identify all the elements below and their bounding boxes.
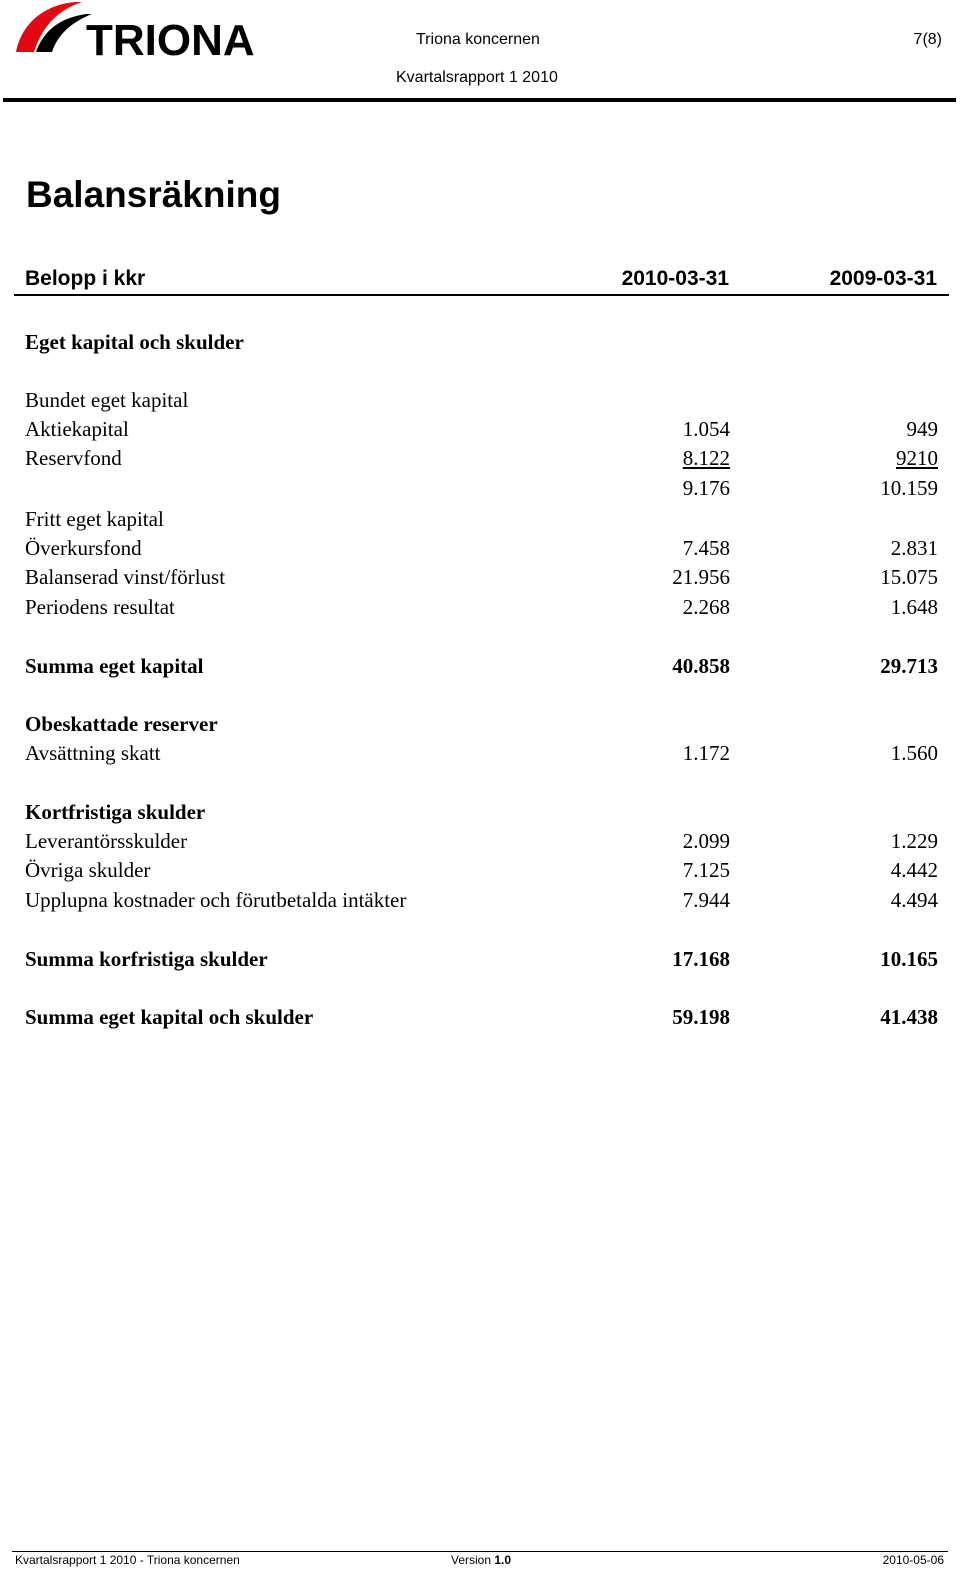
- subsection-heading: [25, 386, 938, 414]
- subsection-heading: [25, 505, 938, 533]
- row-label: Summa eget kapital och skulder: [25, 1005, 314, 1029]
- table-row: [25, 593, 938, 621]
- header-col-2010: 2010-03-31: [621, 267, 729, 290]
- header-report: Kvartalsrapport 1 2010: [396, 69, 558, 86]
- svg-text:TRIONA: TRIONA: [86, 16, 255, 62]
- section-heading: [25, 328, 938, 356]
- value-2009: 1.648: [890, 595, 938, 619]
- subtotal-row: [25, 474, 938, 502]
- table-row: [25, 856, 938, 884]
- value-2010: 9.176: [682, 476, 730, 500]
- value-2009: 2.831: [890, 536, 938, 560]
- value-2010: 1.054: [682, 417, 730, 441]
- triona-logo: [14, 0, 314, 62]
- page-header: [0, 0, 960, 104]
- value-2010: 7.944: [682, 888, 730, 912]
- footer-divider: [12, 1551, 948, 1552]
- row-label: Summa korfristiga skulder: [25, 947, 268, 971]
- table-row: [25, 444, 938, 472]
- value-2009: 949: [906, 417, 938, 441]
- value-2009: 1.229: [890, 829, 938, 853]
- value-2009: 4.494: [890, 888, 938, 912]
- value-2009: 10.159: [880, 476, 938, 500]
- row-label: Kortfristiga skulder: [25, 800, 206, 824]
- value-2010: 40.858: [672, 654, 730, 678]
- value-2009: 10.165: [880, 947, 938, 971]
- value-2009: 9210: [896, 446, 938, 470]
- table-row: [25, 534, 938, 562]
- row-label: Periodens resultat: [25, 595, 175, 619]
- row-label: Överkursfond: [25, 536, 142, 560]
- section-heading: [25, 710, 938, 738]
- version-label: Version: [451, 1553, 495, 1567]
- value-2010: 8.122: [682, 446, 730, 470]
- row-label: Fritt eget kapital: [25, 507, 164, 531]
- footer-report: Kvartalsrapport 1 2010 - Triona koncernen: [15, 1553, 240, 1567]
- row-label: Upplupna kostnader och förutbetalda intäkter: [25, 888, 407, 912]
- row-label: Obeskattade reserver: [25, 712, 218, 736]
- table-row: [25, 886, 938, 914]
- version-number: 1.0: [494, 1553, 512, 1567]
- row-label: Aktiekapital: [25, 417, 129, 441]
- value-2010: 59.198: [672, 1005, 730, 1029]
- header-col-2009: 2009-03-31: [829, 267, 937, 290]
- header-label: Belopp i kkr: [25, 267, 146, 290]
- table-row: [25, 563, 938, 591]
- table-row: [25, 415, 938, 443]
- row-label: Övriga skulder: [25, 858, 151, 882]
- table-header: [14, 264, 949, 296]
- footer-date: 2010-05-06: [882, 1553, 944, 1567]
- page-number: 7(8): [913, 31, 942, 48]
- total-row: [25, 652, 938, 680]
- value-2010: 2.268: [682, 595, 730, 619]
- row-label: Summa eget kapital: [25, 654, 204, 678]
- row-label: Bundet eget kapital: [25, 388, 189, 412]
- value-2010: 17.168: [672, 947, 730, 971]
- value-2010: 1.172: [682, 741, 730, 765]
- row-label: Avsättning skatt: [25, 741, 161, 765]
- row-label: Balanserad vinst/förlust: [25, 565, 226, 589]
- table-row: [25, 739, 938, 767]
- value-2009: 29.713: [880, 654, 938, 678]
- value-2010: 2.099: [682, 829, 730, 853]
- section-heading: [25, 798, 938, 826]
- value-2009: 41.438: [880, 1005, 938, 1029]
- table-row: [25, 827, 938, 855]
- row-label: Reservfond: [25, 446, 122, 470]
- value-2009: 15.075: [880, 565, 938, 589]
- value-2010: 7.458: [682, 536, 730, 560]
- row-label: Eget kapital och skulder: [25, 330, 244, 354]
- value-2010: 7.125: [682, 858, 730, 882]
- header-company: Triona koncernen: [416, 31, 540, 48]
- grand-total-row: [25, 1003, 938, 1031]
- row-label: Leverantörsskulder: [25, 829, 188, 853]
- value-2009: 1.560: [890, 741, 938, 765]
- total-row: [25, 945, 938, 973]
- value-2010: 21.956: [672, 565, 730, 589]
- header-divider: [3, 98, 956, 102]
- page-title: Balansräkning: [26, 174, 281, 215]
- value-2009: 4.442: [890, 858, 938, 882]
- footer-version: [451, 1553, 511, 1567]
